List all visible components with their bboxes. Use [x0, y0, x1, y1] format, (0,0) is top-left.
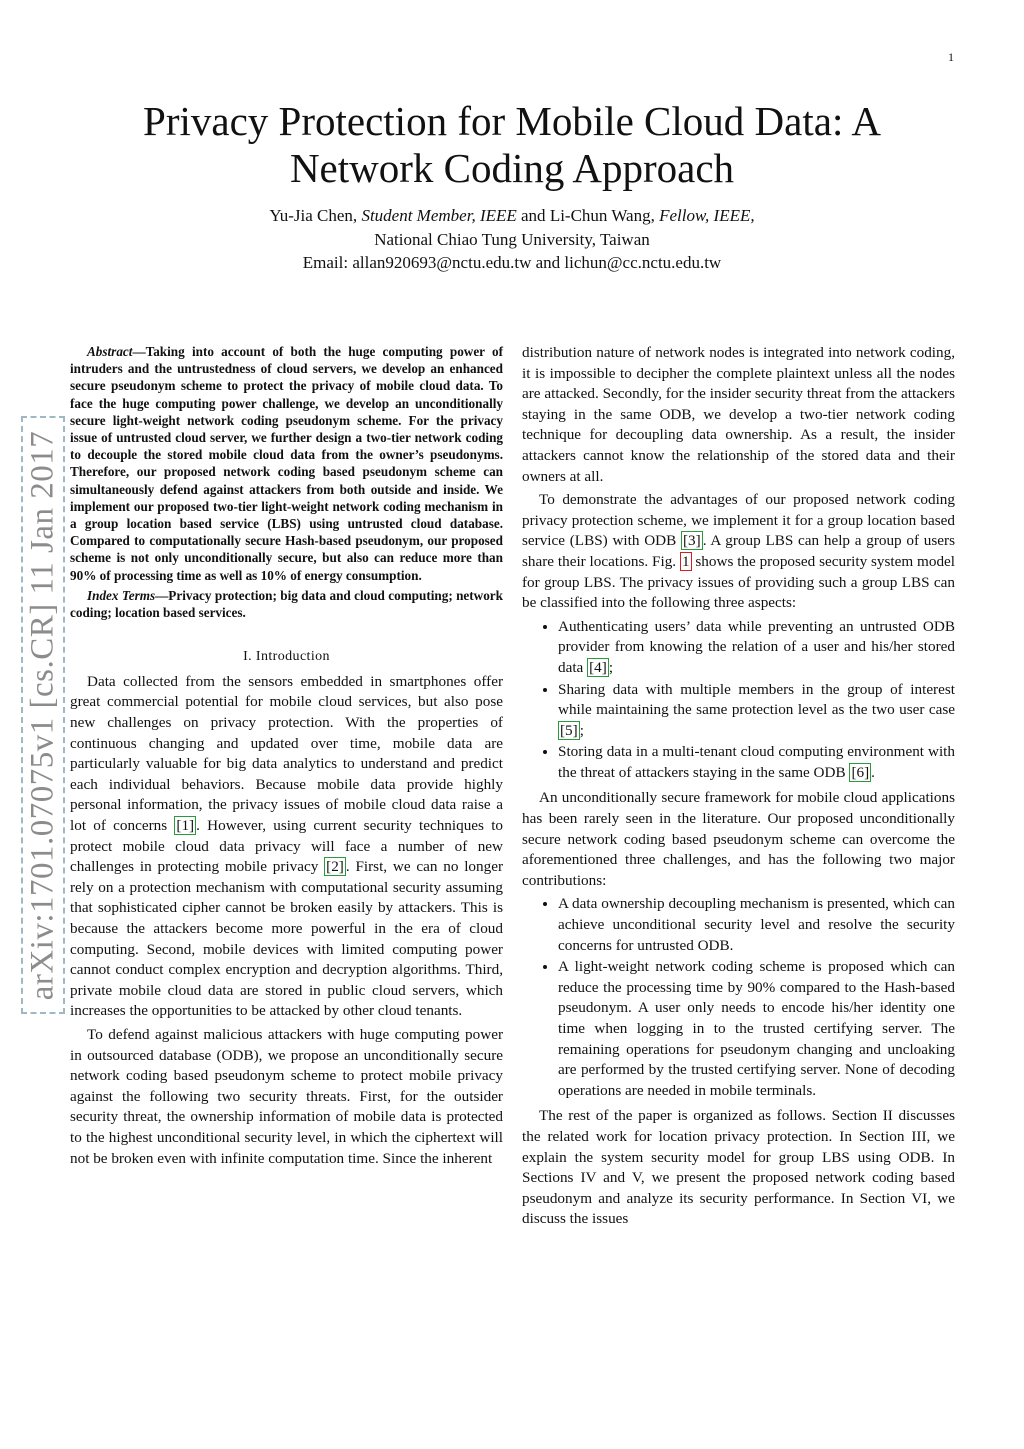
intro-paragraph-5: An unconditionally secure framework for mobile cloud applications has been rarely seen in the literature. Our proposed unconditionally secure network coding based pseudonym scheme can overcome the aforementioned three challenges, and has the following two major contributions:	[522, 789, 955, 889]
citation-link[interactable]: [2]	[326, 858, 344, 876]
list-item-tail: ;	[608, 658, 614, 676]
contributions-list	[522, 894, 955, 1101]
list-item: • A light-weight network coding scheme is proposed which can reduce the processing time by 90% compared to the Hash-based pseudonym. A user only needs to encode his/her identity one time when logging in to the trusted certifying server. The remaining operations for pseudonym changing and uncloaking are performed by the trusted certifying server. None of decoding operations are needed in mobile terminals.	[558, 957, 955, 1101]
paragraph-text: shows the proposed security system model for group LBS. The privacy issues of providing such a group LBS can be classified into the following three aspects:	[522, 552, 956, 612]
intro-paragraph-4	[522, 490, 955, 614]
list-item-text: Sharing data with multiple members in the group of interest while maintaining the same protection level as the two user case	[558, 680, 955, 719]
author1-role: Student Member, IEEE	[361, 206, 517, 225]
left-column	[70, 343, 503, 1169]
list-item	[558, 742, 955, 783]
intro-paragraph-2: To defend against malicious attackers with huge computing power in outsourced database (ODB), we propose an unconditionally secure network coding based pseudonym scheme to protect mobile privacy against the following two security threats. First, for the outsider security threat, the ownership information of mobile data is protected to the highest unconditional security level, in which the ciphertext will not be broken even with infinite computation time. Since the inherent	[70, 1025, 503, 1167]
author2-role: Fellow, IEEE,	[659, 206, 755, 225]
affiliation: National Chiao Tung University, Taiwan	[374, 229, 650, 249]
arxiv-stamp[interactable]	[21, 416, 65, 1014]
arxiv-stamp-text: arXiv:1701.07075v1 [cs.CR] 11 Jan 2017	[24, 430, 61, 1000]
list-item	[558, 617, 955, 679]
list-item: • A data ownership decoupling mechanism is presented, which can achieve unconditional security level and resolve the security concerns for untrusted ODB.	[558, 894, 955, 956]
page-number: 1	[948, 50, 954, 64]
list-item-text: Storing data in a multi-tenant cloud computing environment with the threat of attackers staying in the same ODB	[558, 743, 955, 781]
citation-link[interactable]: [3]	[683, 532, 701, 550]
abstract-label: Abstract	[87, 344, 133, 359]
list-item-tail: ;	[579, 721, 584, 739]
index-terms-label: Index Terms	[87, 587, 156, 603]
list-item-tail: .	[871, 763, 875, 781]
paper-title: Privacy Protection for Mobile Cloud Data: A Network Coding Approach	[143, 98, 881, 191]
citation-link[interactable]: [1]	[176, 817, 195, 834]
list-item	[558, 680, 955, 742]
author-conjunction: and	[521, 206, 546, 225]
citation-link[interactable]: [5]	[560, 721, 578, 739]
index-terms	[70, 587, 503, 621]
paragraph-text: . First, we can no longer rely on a protection mechanism with computational security assuming that sophisticated cipher cannot be broken easily by attackers. This is because the attackers become more powerful in the era of cloud computing. Second, mobile devices with limited computing power cannot conduct complex encryption and decryption algorithms. Third, private mobile cloud data are stored in public cloud servers, which increases the opportunities to be attacked by other cloud tenants.	[70, 858, 504, 1020]
citation-link[interactable]: [4]	[589, 658, 607, 676]
aspects-list	[522, 617, 955, 784]
intro-paragraph-1	[70, 672, 503, 1022]
email-line: Email: allan920693@nctu.edu.tw and lichun@cc.nctu.edu.tw	[302, 253, 722, 272]
right-column	[522, 343, 955, 1230]
index-terms-text: —Privacy protection; big data and cloud computing; network coding; location based services.	[70, 587, 503, 621]
figure-link[interactable]: 1	[681, 552, 690, 570]
author-block	[90, 204, 934, 275]
abstract-text: —Taking into account of both the huge computing power of intruders and the untrustedness of cloud servers, we develop an enhanced secure pseudonym scheme to protect the privacy of mobile cloud data. To face the huge computing power challenge, we develop an unconditionally secure light-weight network coding pseudonym scheme. For the privacy issue of untrusted cloud server, we further design a two-tier network coding to decouple the stored mobile cloud data from the owner’s pseudonyms. Therefore, our proposed network coding based pseudonym scheme can simultaneously defend against attackers from both outside and inside. We implement our proposed two-tier light-weight network coding mechanism in a group location based service (LBS) using untrusted cloud database. Compared to computationally secure Hash-based pseudonym, our proposed scheme is not only unconditionally secure, but also can reduce more than 90% of processing time as well as 10% of energy consumption.	[70, 344, 503, 583]
paragraph-text: Data collected from the sensors embedded in smartphones offer great commercial potential for mobile cloud services, but also pose new challenges on privacy protection. With the properties of continuous changing and updated over time, mobile data are particularly valuable for big data analytics to understand and predict each individual behaviors. Because mobile data provide highly personal information, the privacy issues of mobile cloud data raise a lot of concerns	[70, 672, 503, 834]
author-line	[90, 204, 934, 228]
paragraph-text: . However, using current security techniques to protect mobile cloud data privacy will face a number of new challenges in protecting mobile privacy	[70, 817, 504, 876]
author2-name: Li-Chun Wang,	[549, 206, 655, 225]
abstract	[70, 343, 503, 584]
author1-name: Yu-Jia Chen,	[269, 206, 358, 225]
paragraph-text: To demonstrate the advantages of our proposed network coding privacy protection scheme, we implement it for a group location based service (LBS) with ODB	[522, 491, 955, 550]
intro-paragraph-6: The rest of the paper is organized as follows. Section II discusses the related work for location privacy protection. In Section III, we explain the system security model for group LBS using ODB. In Sections IV and V, we present the proposed network coding based pseudonym and analyze its security performance. In Section VI, we discuss the issues	[522, 1107, 955, 1228]
section-heading: I. Introduction	[243, 649, 330, 665]
list-item-text: Authenticating users’ data while preventing an untrusted ODB provider from knowing the relation of a user and his/her stored data	[558, 617, 955, 676]
intro-paragraph-3: distribution nature of network nodes is integrated into network coding, it is impossible to decipher the complete plaintext unless all the nodes are attacked. Secondly, for the insider security threat from the attackers staying in the same ODB, we develop a two-tier network coding technique for decoupling data ownership. As a result, the insider attackers cannot know the relationship of the stored data and their owners at all.	[522, 344, 955, 485]
citation-link[interactable]: [6]	[851, 763, 870, 781]
paragraph-text: . A group LBS can help a group of users share their locations. Fig.	[522, 532, 955, 570]
